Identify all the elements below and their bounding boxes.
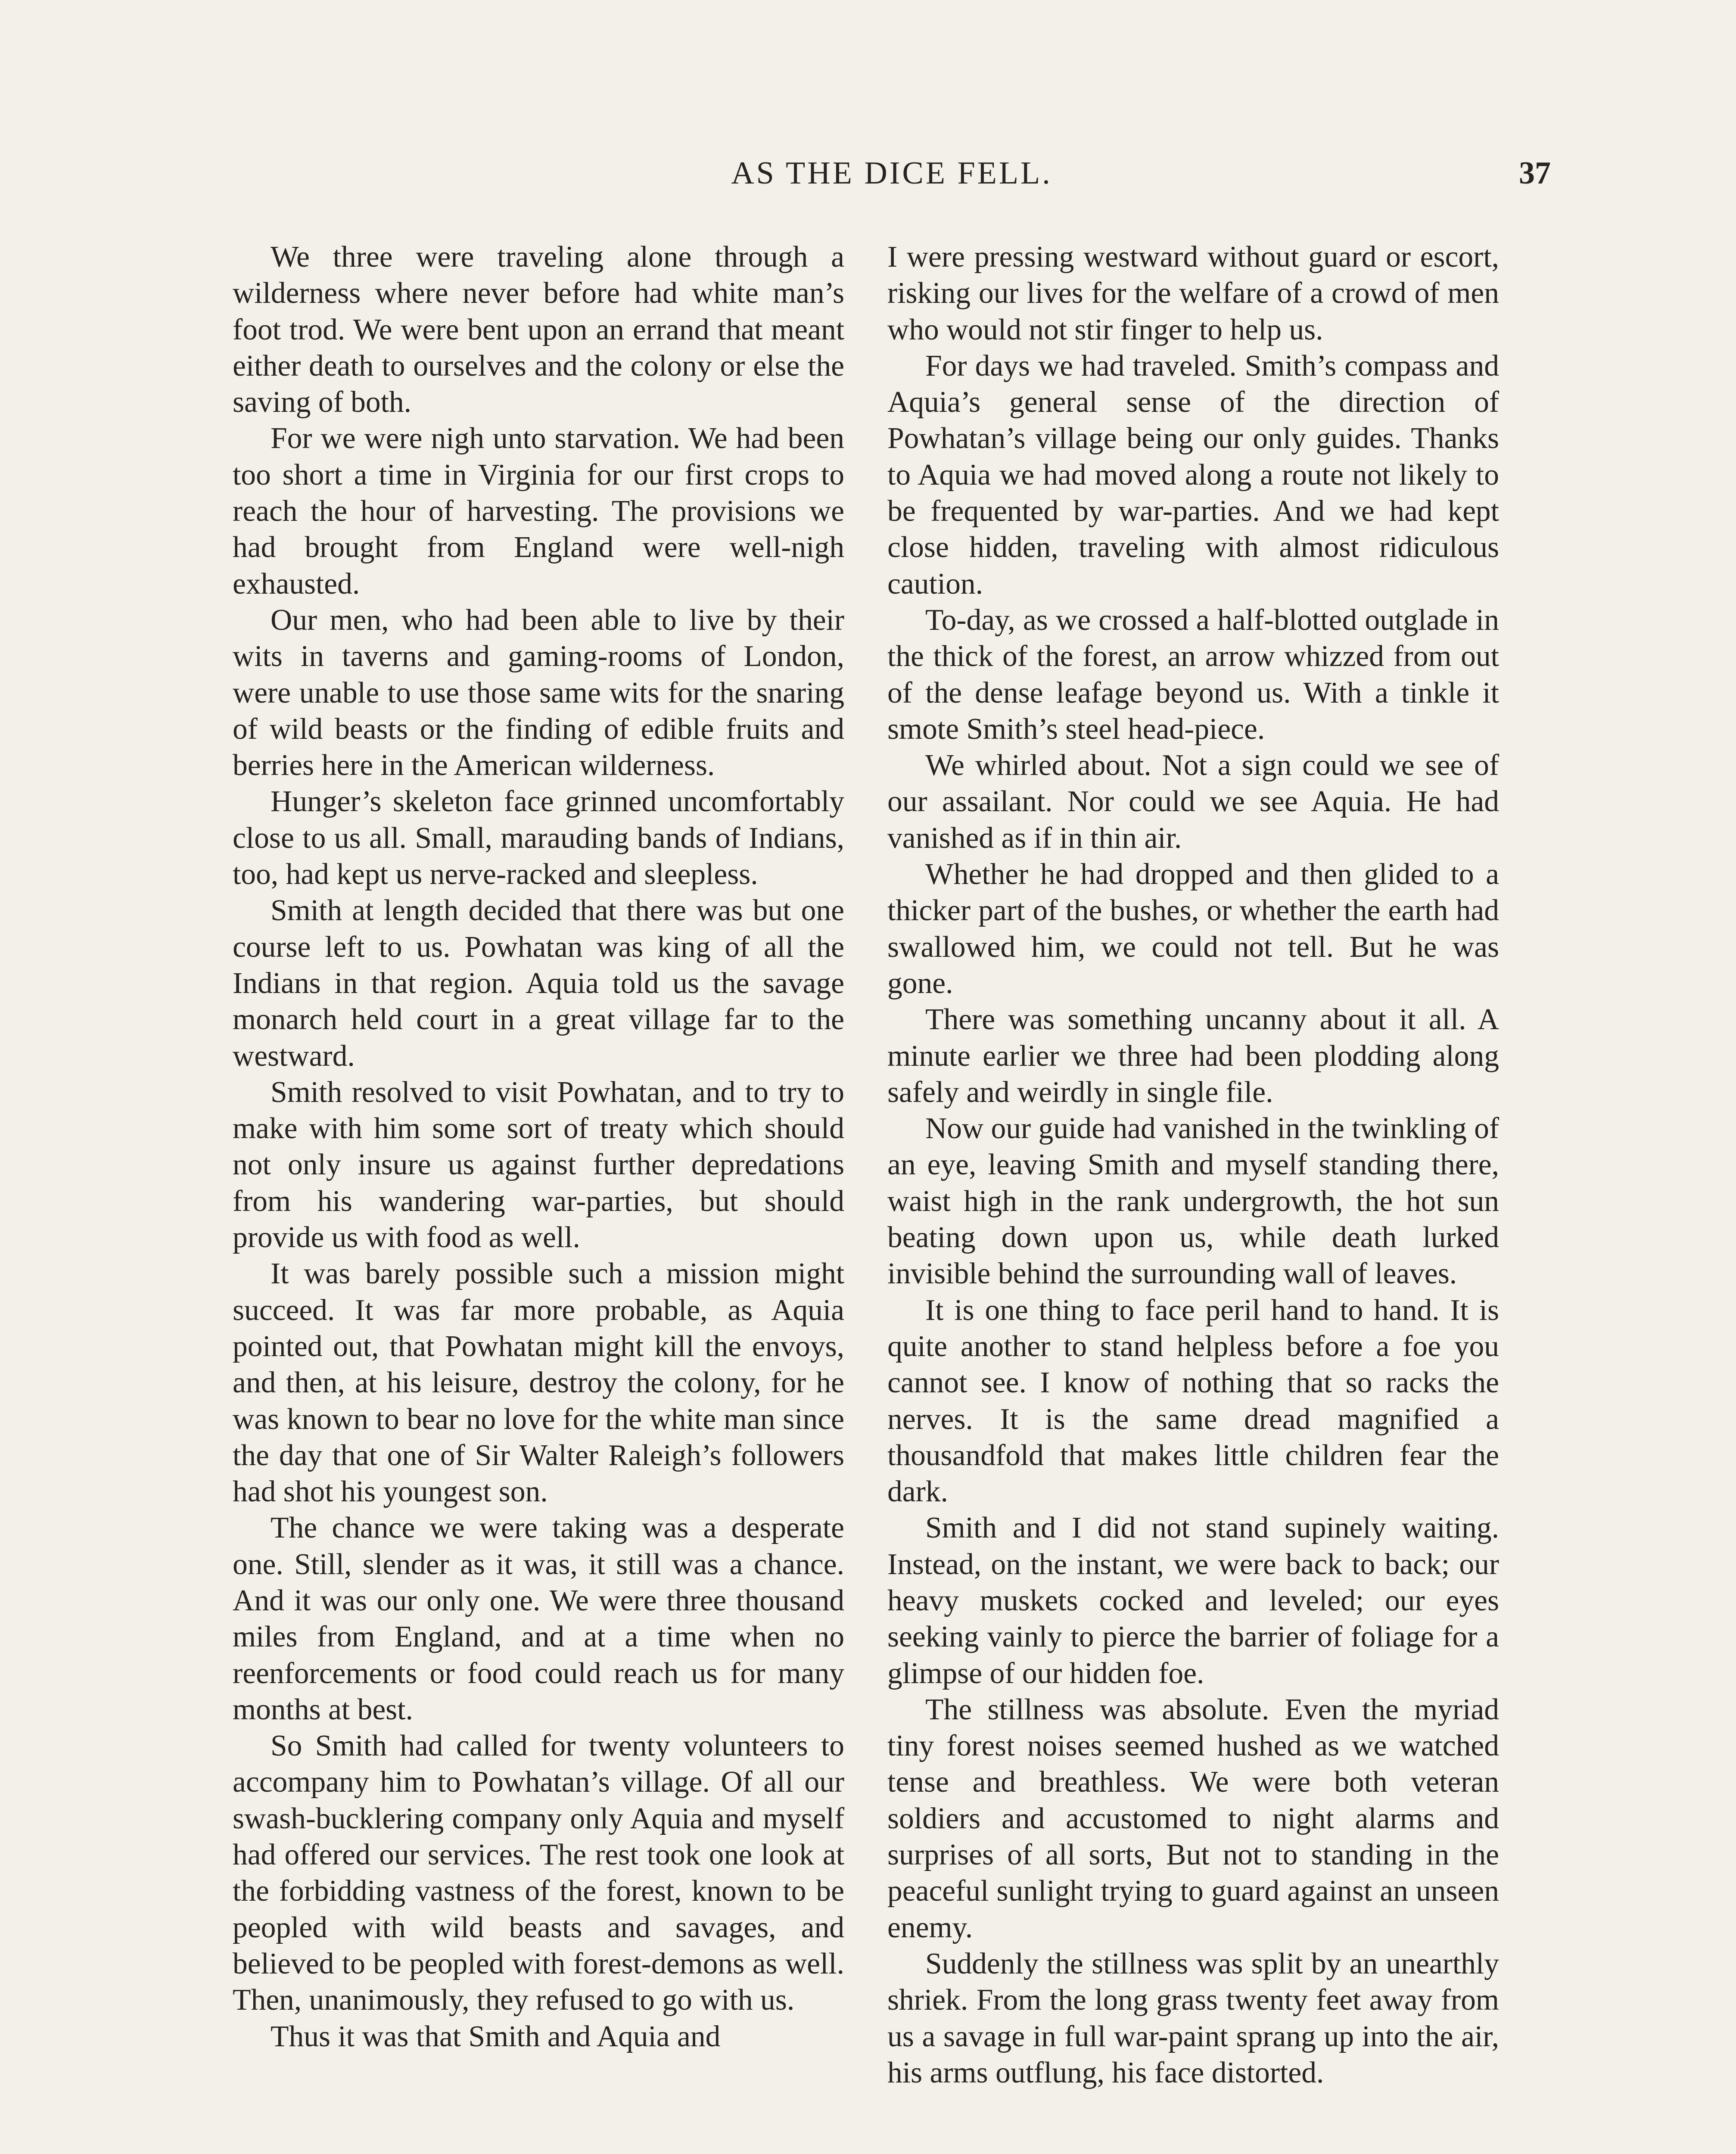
- paragraph: Thus it was that Smith and Aquia and: [271, 2020, 721, 2053]
- paragraph: Whether he had dropped and then glided to a thicker part of the bushes, or whether the earth had swallowed him, we could not tell. But he was gone.: [887, 858, 1499, 1000]
- page-number: 37: [1519, 156, 1551, 191]
- page-header: [233, 155, 1551, 207]
- paragraph: The stillness was absolute. Even the myriad tiny forest noises seemed hushed as we watched tense and breathless. We were both veteran soldiers and accustomed to night alarms and surprises of all sorts, But not to standing in the peaceful sunlight trying to guard against an unseen enemy.: [887, 1693, 1499, 1944]
- paragraph: To-day, as we crossed a half-blotted outglade in the thick of the forest, an arrow whizzed from out of the dense leafage beyond us. With a tinkle it smote Smith’s steel head-piece.: [887, 603, 1499, 746]
- paragraph: Smith resolved to visit Powhatan, and to try to make with him some sort of treaty which should not only insure us against further depredations from his wandering war-parties, but should provide us with food as well.: [233, 1075, 844, 1254]
- running-title: AS THE DICE FELL.: [731, 156, 1052, 191]
- paragraph: The chance we were taking was a desperate one. Still, slender as it was, it still was a chance. And it was our only one. We were three thousand miles from England, and at a time when no reenforcements or food could reach us for many months at best.: [233, 1511, 844, 1726]
- paragraph: It was barely possible such a mission might succeed. It was far more probable, as Aquia pointed out, that Powhatan might kill the envoys, and then, at his leisure, destroy the colony, for he was known to bear no love for the white man since the day that one of Sir Walter Raleigh’s followers had shot his youngest son.: [233, 1257, 844, 1509]
- paragraph: We whirled about. Not a sign could we see of our assailant. Nor could we see Aquia. He had vanished as if in thin air.: [887, 749, 1499, 855]
- left-text-column: [233, 239, 844, 2055]
- paragraph: For we were nigh unto starvation. We had been too short a time in Virginia for our first crops to reach the hour of harvesting. The provisions we had brought from England were well-nigh exhausted.: [233, 422, 844, 601]
- right-text-column: [887, 239, 1499, 2091]
- paragraph: Smith and I did not stand supinely waiting. Instead, on the instant, we were back to back; our heavy muskets cocked and leveled; our eyes seeking vainly to pierce the barrier of foliage for a glimpse of our hidden foe.: [887, 1511, 1499, 1690]
- paragraph: There was something uncanny about it all. A minute earlier we three had been plodding along safely and weirdly in single file.: [887, 1003, 1499, 1109]
- paragraph: I were pressing westward without guard or escort, risking our lives for the welfare of a crowd of men who would not stir finger to help us.: [887, 240, 1499, 346]
- paragraph: Hunger’s skeleton face grinned uncomfortably close to us all. Small, marauding bands of Indians, too, had kept us nerve-racked and sleepless.: [233, 785, 844, 891]
- paragraph: We three were traveling alone through a wilderness where never before had white man’s foot trod. We were bent upon an errand that meant either death to ourselves and the colony or else the saving of both.: [233, 240, 844, 419]
- paragraph: Now our guide had vanished in the twinkling of an eye, leaving Smith and myself standing there, waist high in the rank undergrowth, the hot sun beating down upon us, while death lurked invisible behind the surrounding wall of leaves.: [887, 1112, 1499, 1291]
- paragraph: Our men, who had been able to live by their wits in taverns and gaming-rooms of London, were unable to use those same wits for the snaring of wild beasts or the finding of edible fruits and berries here in the American wilderness.: [233, 603, 844, 782]
- paragraph: So Smith had called for twenty volunteers to accompany him to Powhatan’s village. Of all our swash-bucklering company only Aquia and myself had offered our services. The rest took one look at the forbidding vastness of the forest, known to be peopled with wild beasts and savages, and believed to be peopled with forest-demons as well. Then, unanimously, they refused to go with us.: [233, 1729, 844, 2017]
- paragraph: For days we had traveled. Smith’s compass and Aquia’s general sense of the direction of Powhatan’s village being our only guides. Thanks to Aquia we had moved along a route not likely to be frequented by war-parties. And we had kept close hidden, traveling with almost ridiculous caution.: [887, 349, 1499, 601]
- paragraph: It is one thing to face peril hand to hand. It is quite another to stand helpless before a foe you cannot see. I know of nothing that so racks the nerves. It is the same dread magnified a thousandfold that makes little children fear the dark.: [887, 1293, 1499, 1509]
- paragraph: Smith at length decided that there was but one course left to us. Powhatan was king of all the Indians in that region. Aquia told us the savage monarch held court in a great village far to the westward.: [233, 894, 844, 1073]
- paragraph: Suddenly the stillness was split by an unearthly shriek. From the long grass twenty feet away from us a savage in full war-paint sprang up into the air, his arms outflung, his face distorted.: [887, 1947, 1499, 2089]
